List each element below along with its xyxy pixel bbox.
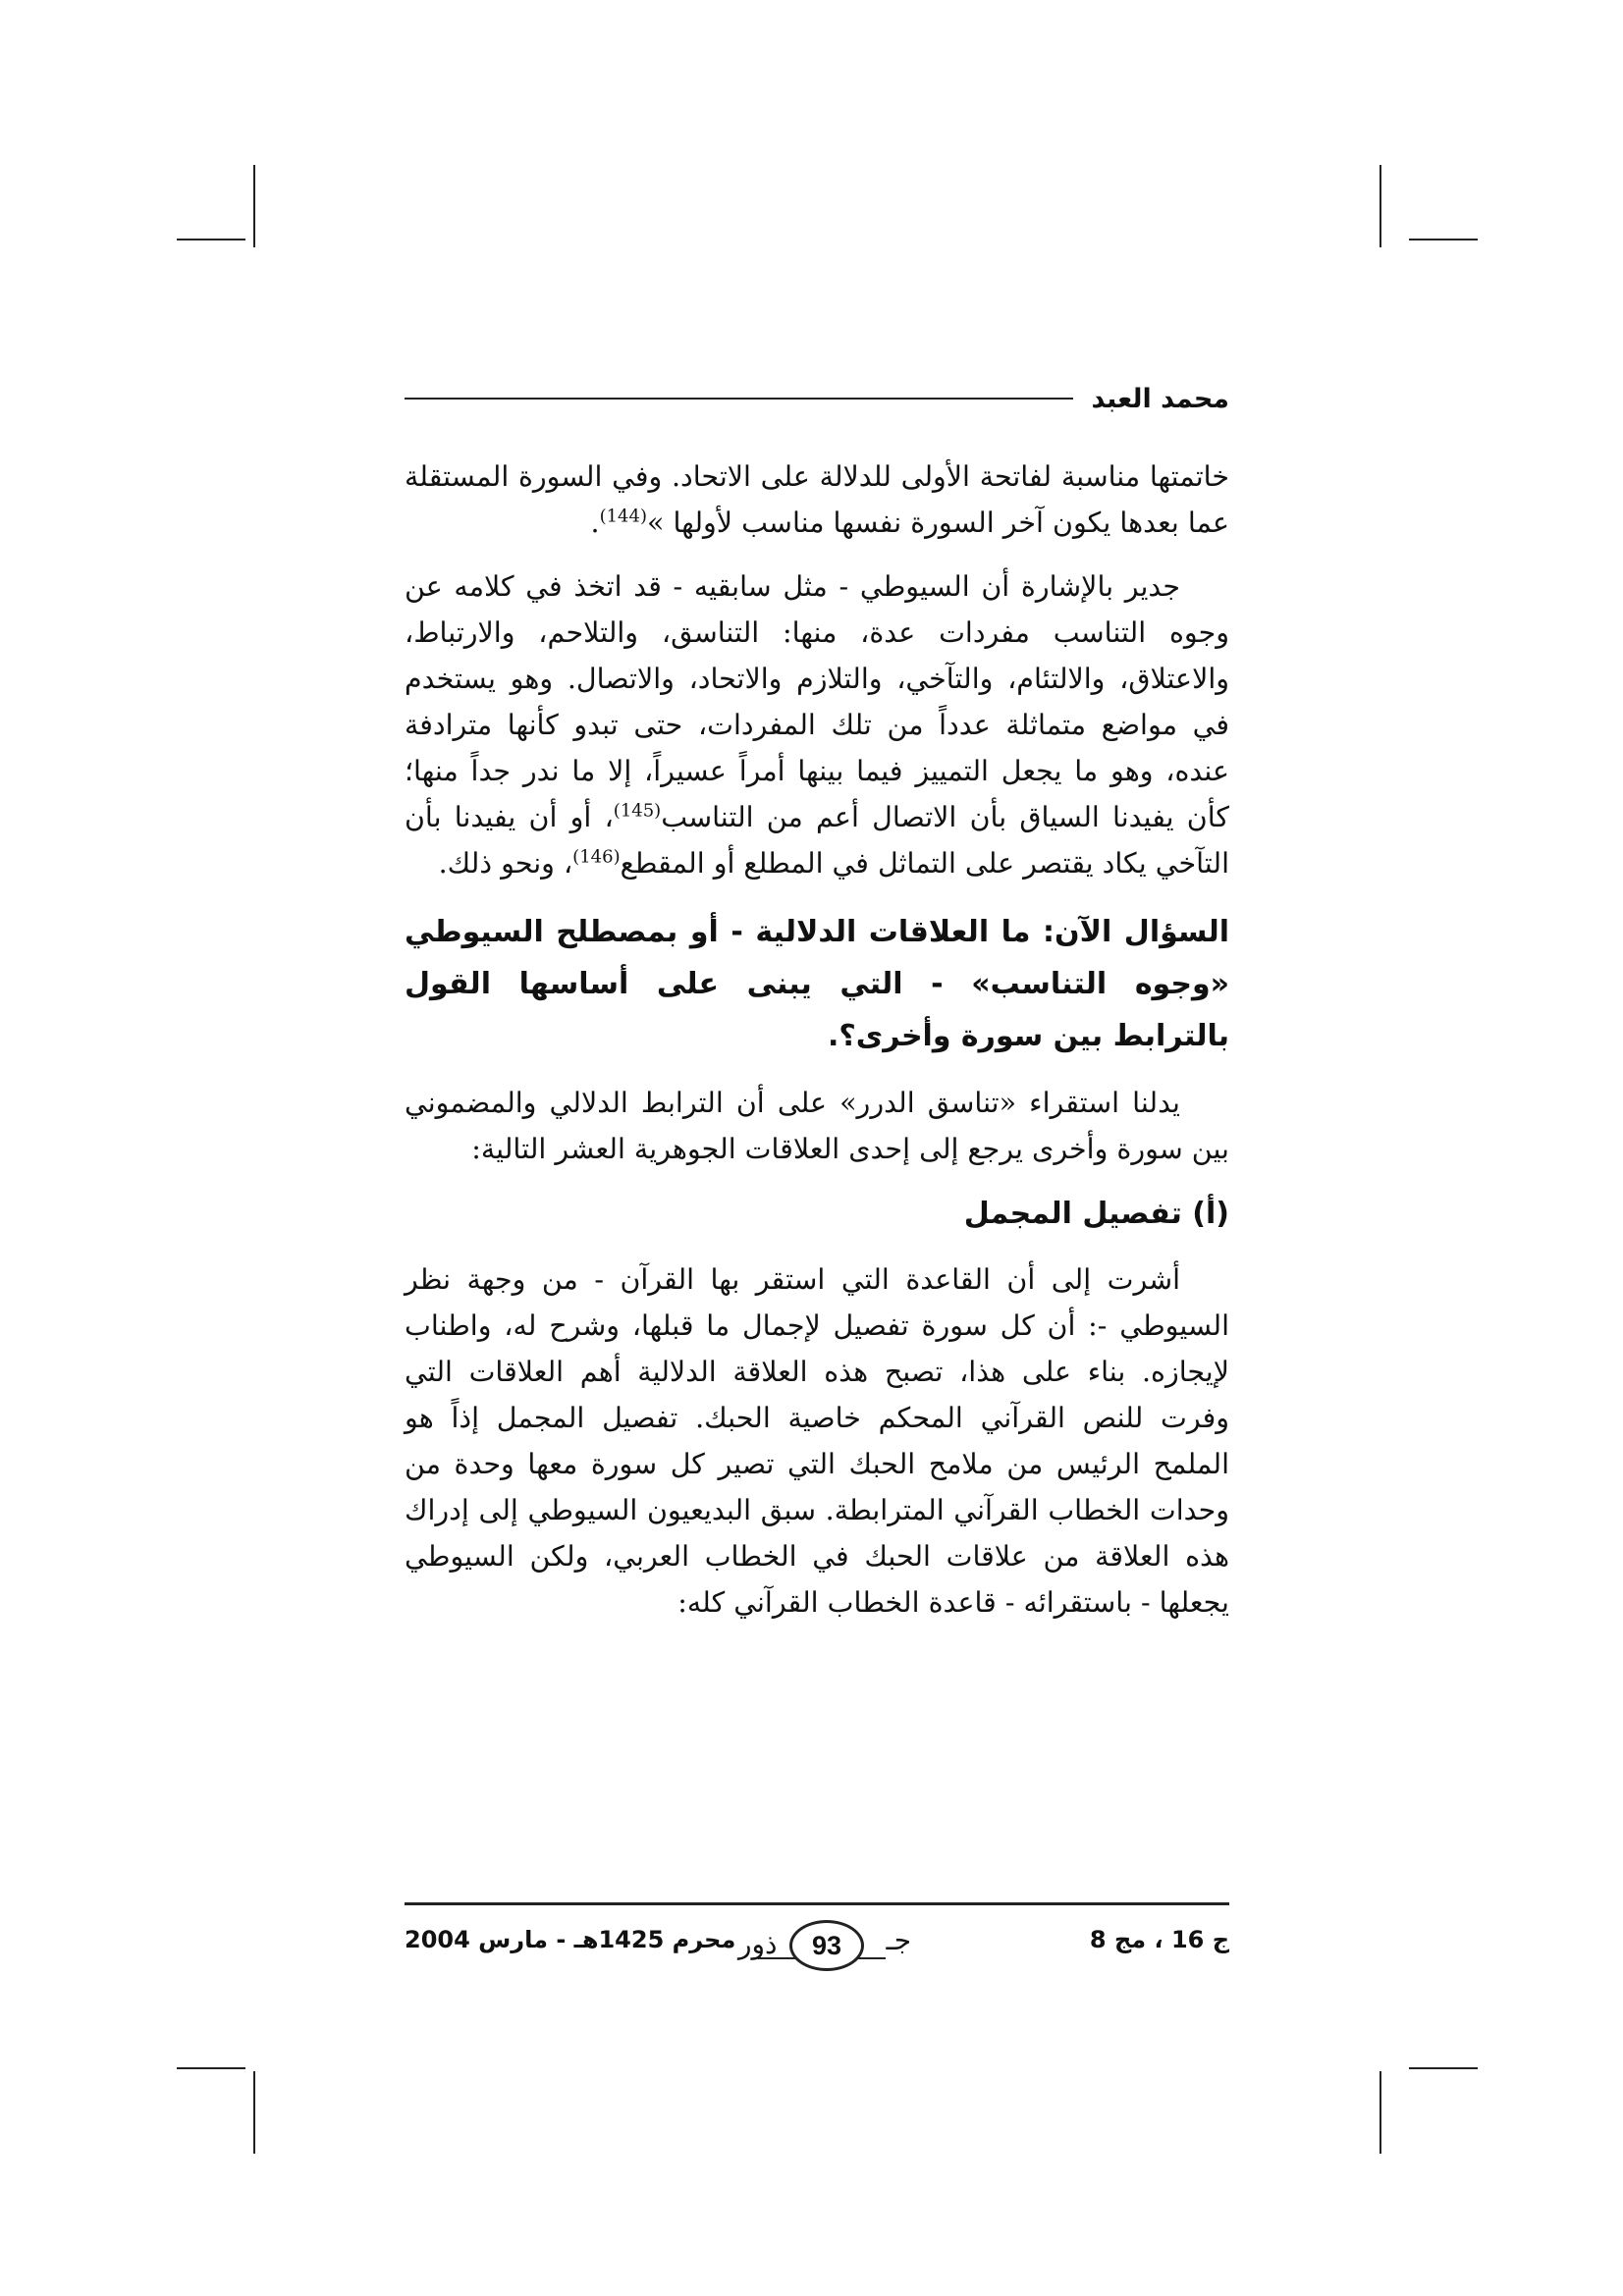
- footer-issue: ج 16 ، مج 8: [1089, 1926, 1229, 1953]
- footnote-ref-144: (144): [599, 506, 647, 527]
- header-author: محمد العبد: [1091, 383, 1229, 414]
- paragraph-4: أشرت إلى أن القاعدة التي استقر بها القرآن - من وجهة نظر السيوطي -: أن كل سورة تفصيل لإجمال ما قبلها، وشرح له، واطناب لإيجازه. بناء على هذا، تصبح هذه العلاقة الدلالية أهم العلاقات التي وفرت للنص القرآني المحكم خاصية الحبك. تفصيل المجمل إذاً هو الملمح الرئيس من ملامح الحبك التي تصير كل سورة معها وحدة من وحدات الخطاب القرآني المترابطة. سبق البديعيون السيوطي إلى إدراك هذه العلاقة من علاقات الحبك في الخطاب العربي، ولكن السيوطي يجعلها - باستقرائه - قاعدة الخطاب القرآني كله:: [405, 1263, 1229, 1619]
- page-number: 93: [811, 1930, 842, 1960]
- question-heading: السؤال الآن: ما العلاقات الدلالية - أو بمصطلح السيوطي «وجوه التناسب» - التي يبنى على أساسها القول بالترابط بين سورة وأخرى؟.: [405, 915, 1229, 1053]
- crop-mark-top-right-horizontal: [1409, 239, 1478, 240]
- section-subheading: (أ) تفصيل المجمل: [963, 1197, 1229, 1231]
- journal-logo-left: ذور: [738, 1928, 778, 1960]
- footnote-ref-146: (146): [572, 846, 621, 868]
- page-number-badge: [789, 1920, 864, 1971]
- footnote-ref-145: (145): [613, 800, 662, 822]
- paragraph-1: [405, 454, 1229, 546]
- paragraph-2: [405, 563, 1229, 886]
- crop-mark-top-left-horizontal: [177, 239, 245, 240]
- journal-logo: [729, 1914, 915, 1973]
- crop-mark-top-right-vertical: [1380, 165, 1381, 247]
- crop-mark-bottom-right-horizontal: [1409, 2067, 1478, 2069]
- page-footer: [405, 1914, 1229, 1973]
- crop-mark-top-left-vertical: [253, 165, 255, 247]
- running-header: [405, 375, 1229, 422]
- paragraph-1-end: .: [590, 507, 600, 539]
- page-body: [405, 454, 1229, 1626]
- paragraph-1-text: خاتمتها مناسبة لفاتحة الأولى للدلالة على الاتحاد. وفي السورة المستقلة عما بعدها يكون آخر السورة نفسها مناسب لأولها »: [405, 460, 1229, 539]
- crop-mark-bottom-right-vertical: [1380, 2071, 1381, 2154]
- paragraph-3: يدلنا استقراء «تناسق الدرر» على أن الترابط الدلالي والمضموني بين سورة وأخرى يرجع إلى إحدى العلاقات الجوهرية العشر التالية:: [405, 1087, 1229, 1165]
- crop-mark-bottom-left-horizontal: [177, 2067, 245, 2069]
- journal-logo-right: جـ: [886, 1924, 911, 1956]
- paragraph-2-text-a: جدير بالإشارة أن السيوطي - مثل سابقيه - قد اتخذ في كلامه عن وجوه التناسب مفردات عدة، منها: التناسق، والتلاحم، والارتباط، والاعتلاق، والالتئام، والتآخي، والتلازم والاتحاد، والاتصال. وهو يستخدم في مواضع متماثلة عدداً من تلك المفردات، حتى تبدو كأنها مترادفة عنده، وهو ما يجعل التمييز فيما بينها أمراً عسيراً، إلا ما ندر جداً منها؛ كأن يفيدنا السياق بأن الاتصال أعم من التناسب: [405, 570, 1229, 833]
- header-rule: [405, 398, 1073, 400]
- paragraph-2-text-c: ، ونحو ذلك.: [438, 847, 573, 880]
- footer-date: محرم 1425هـ - مارس 2004: [405, 1926, 736, 1953]
- footer-rule: [405, 1902, 1229, 1905]
- crop-mark-bottom-left-vertical: [253, 2071, 255, 2154]
- paragraph-2-text-b: ، أو أن يفيدنا بأن التآخي يكاد يقتصر على التماثل في المطلع أو المقطع: [405, 801, 1229, 880]
